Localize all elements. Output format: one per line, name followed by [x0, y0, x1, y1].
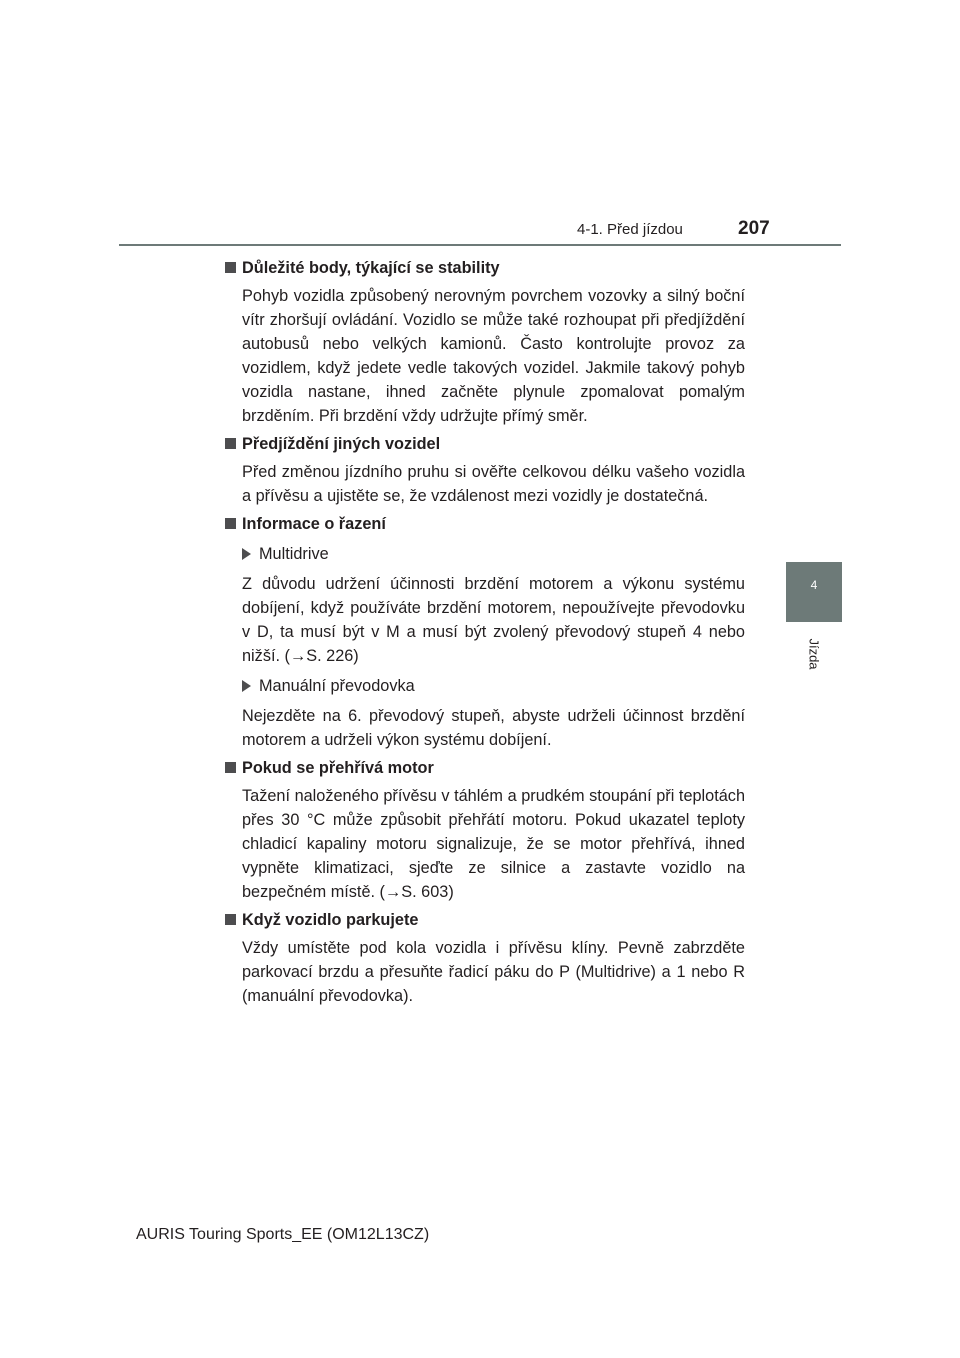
footer-document-id: AURIS Touring Sports_EE (OM12L13CZ): [136, 1226, 430, 1243]
section-paragraph: Pohyb vozidla způsobený nerovným povrchem vozovky a silný boční vítr zhoršují ovládání. Vozidlo se může také rozhoupat při předjíždění autobusů nebo velkých kamionů. Často kontrolujte provoz za vozidlem, když jedete vedle takových vozidel. Jakmile takový pohyb vozidla nastane, ihned začněte plynule zpomalovat pomalým brzděním. Při brzdění vždy udržujte přímý směr.: [242, 287, 745, 425]
section-heading: [225, 908, 745, 932]
section-parking: [225, 908, 745, 1008]
page-number: 207: [738, 218, 770, 239]
section-shifting: [225, 512, 745, 752]
triangle-bullet-icon: [242, 548, 251, 560]
section-paragraph: Vždy umístěte pod kola vozidla i přívěsu klíny. Pevně zabrzděte parkovací brzdu a přesuňte řadicí páku do P (Multidrive) a 1 nebo R (manuální převodovka).: [242, 939, 745, 1005]
square-bullet-icon: [225, 262, 236, 273]
square-bullet-icon: [225, 438, 236, 449]
subsection-title: Multidrive: [259, 545, 329, 563]
triangle-bullet-icon: [242, 680, 251, 692]
side-tab-label: [804, 634, 824, 674]
subsection-heading-manual: [242, 674, 745, 698]
subsection-heading-multidrive: [242, 542, 745, 566]
section-heading: [225, 432, 745, 456]
section-title: Když vozidlo parkujete: [242, 911, 419, 929]
section-paragraph: Nejezděte na 6. převodový stupeň, abyste udrželi účinnost brzdění motorem a udrželi výkon systému dobíjení.: [242, 707, 745, 749]
subsection-title: Manuální převodovka: [259, 677, 415, 695]
section-heading: [225, 256, 745, 280]
section-stability: [225, 256, 745, 428]
side-tab-label-text: Jízda: [806, 638, 822, 670]
section-title: Pokud se přehřívá motor: [242, 759, 434, 777]
side-tab-number: 4: [810, 578, 818, 592]
section-title: Předjíždění jiných vozidel: [242, 435, 441, 453]
square-bullet-icon: [225, 518, 236, 529]
section-paragraph: Tažení naloženého přívěsu v táhlém a prudkém stoupání při teplotách přes 30 °C může způsobit přehřátí motoru. Pokud ukazatel teploty chladicí kapaliny motoru signalizuje, že se motor přehřívá, ihned vypněte klimatizaci, sjeďte ze silnice a zastavte vozidlo na bezpečném místě. (→S. 603): [242, 787, 745, 901]
chapter-side-tab: [786, 562, 842, 622]
section-overheating: [225, 756, 745, 904]
chapter-heading: 4-1. Před jízdou: [577, 221, 683, 238]
page-content: [225, 252, 745, 1012]
square-bullet-icon: [225, 914, 236, 925]
square-bullet-icon: [225, 762, 236, 773]
section-paragraph: Před změnou jízdního pruhu si ověřte celkovou délku vašeho vozidla a přívěsu a ujistěte se, že vzdálenost mezi vozidly je dostatečná.: [242, 463, 745, 505]
header-divider: [119, 244, 841, 246]
section-heading: [225, 756, 745, 780]
section-title: Důležité body, týkající se stability: [242, 259, 500, 277]
section-overtaking: [225, 432, 745, 508]
section-paragraph: Z důvodu udržení účinnosti brzdění motorem a výkonu systému dobíjení, když používáte brzdění motorem, nepoužívejte převodovku v D, ta musí být v M a musí být zvolený převodový stupeň 4 nebo nižší. (→S. 226): [242, 575, 745, 665]
section-heading: [225, 512, 745, 536]
section-title: Informace o řazení: [242, 515, 386, 533]
